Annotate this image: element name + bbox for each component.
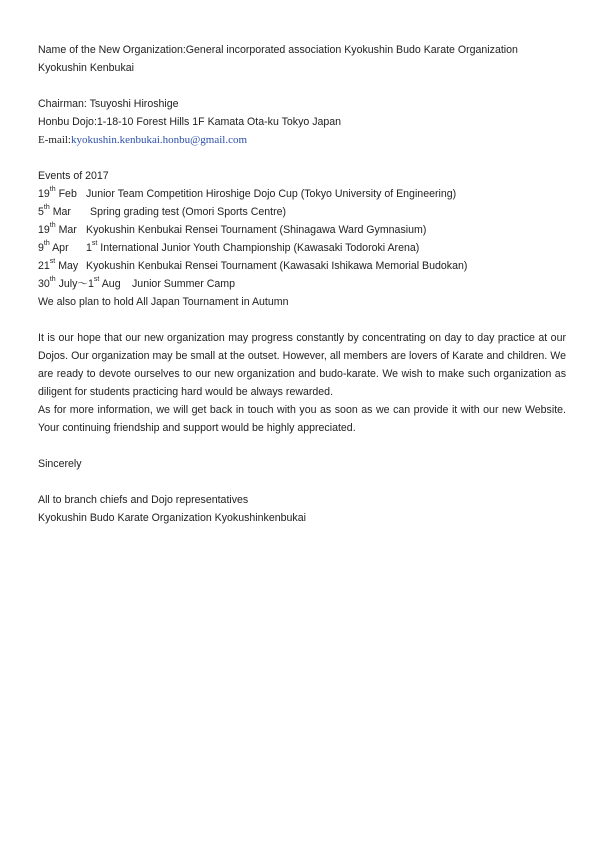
chairman-value: Tsuyoshi Hiroshige — [89, 98, 179, 110]
events-note: We also plan to hold All Japan Tournament in Autumn — [38, 296, 289, 308]
event-item — [38, 239, 566, 257]
event-name: Spring grading test (Omori Sports Centre) — [90, 206, 287, 218]
events-heading: Events of 2017 — [38, 170, 109, 182]
body-paragraph-1: It is our hope that our new organization may progress constantly by concentrating on day to day practice at our Dojos. Our organization may be small at the outset. However, all members are lovers of Karate and children. We are ready to devote ourselves to our new organization and budo-karate. We wish to make such organization as diligent for students practicing hard would be always rewarded. — [38, 332, 566, 398]
chairman-label: Chairman: — [38, 98, 87, 110]
event-date: 19th Mar — [38, 222, 77, 236]
dojo-line — [38, 113, 566, 131]
event-name: Junior Summer Camp — [132, 278, 236, 290]
dojo-label: Honbu Dojo: — [38, 116, 97, 128]
event-item — [38, 275, 566, 293]
event-date: 5th Mar — [38, 204, 71, 218]
event-item — [38, 203, 566, 221]
event-date: 19th Feb — [38, 186, 77, 200]
event-name: Kyokushin Kenbukai Rensei Tournament (Shinagawa Ward Gymnasium) — [86, 224, 427, 236]
event-name: Junior Team Competition Hiroshige Dojo Cup (Tokyo University of Engineering) — [86, 188, 457, 200]
event-item — [38, 221, 566, 239]
event-date: 9th Apr — [38, 240, 69, 254]
chairman-line — [38, 95, 566, 113]
closing-recipients: All to branch chiefs and Dojo representatives — [38, 494, 249, 506]
event-date: 30th July～1st Aug — [38, 276, 121, 290]
event-name: Kyokushin Kenbukai Rensei Tournament (Kawasaki Ishikawa Memorial Budokan) — [86, 260, 468, 272]
email-line — [38, 131, 566, 149]
org-name-line — [38, 41, 566, 59]
event-name: 1st International Junior Youth Championship (Kawasaki Todoroki Arena) — [86, 240, 420, 254]
event-item — [38, 257, 566, 275]
letter-content — [38, 41, 566, 527]
event-item — [38, 185, 566, 203]
event-date: 21st May — [38, 258, 79, 272]
email-label: E-mail: — [38, 134, 71, 146]
closing-signature: Kyokushin Budo Karate Organization Kyokushinkenbukai — [38, 512, 306, 524]
org-name-label: Name of the New Organization: — [38, 44, 186, 56]
body-paragraph-2: As for more information, we will get back in touch with you as soon as we can provide it with our new Website. Your continuing friendship and support would be highly appreciated. — [38, 404, 566, 434]
org-name-continuation: Kyokushin Kenbukai — [38, 62, 134, 74]
closing-sincerely: Sincerely — [38, 458, 82, 470]
email-link[interactable]: kyokushin.kenbukai.honbu@gmail.com — [71, 134, 248, 146]
dojo-value: 1-18-10 Forest Hills 1F Kamata Ota-ku Tokyo Japan — [96, 116, 342, 128]
org-name-value: General incorporated association Kyokushin Budo Karate Organization — [185, 44, 518, 56]
